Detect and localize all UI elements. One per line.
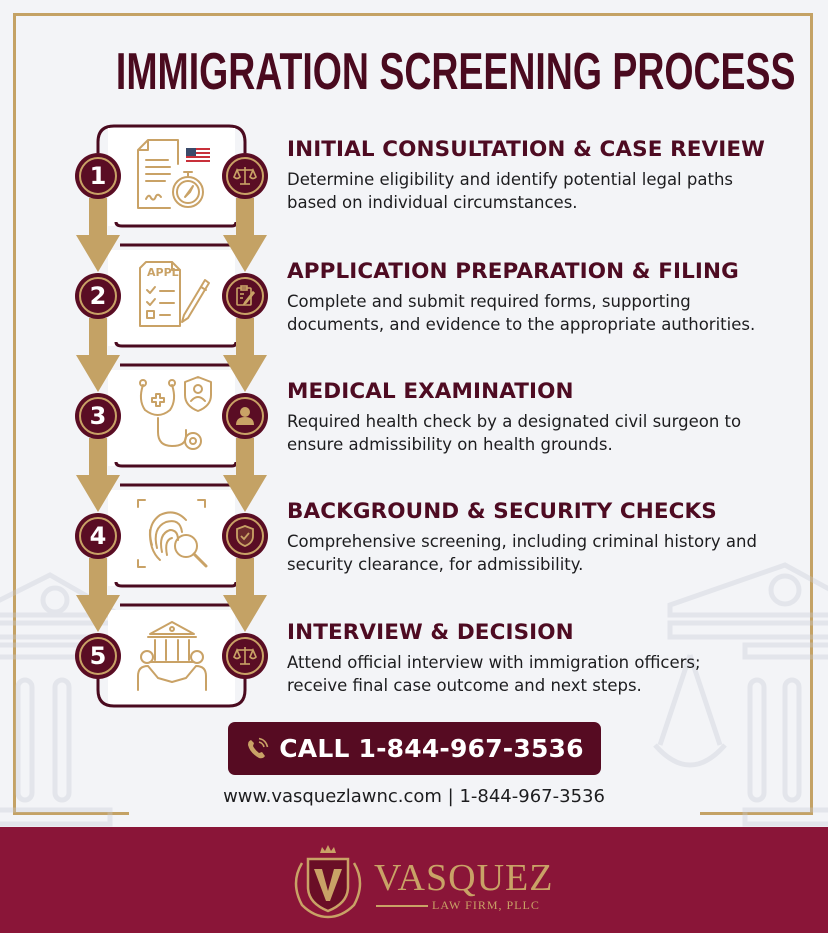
step-2-number-badge [75,273,121,319]
step-3-number-badge [75,393,121,439]
call-button[interactable] [228,722,601,775]
step-1-icon-badge [222,153,268,199]
step-4-number-badge [75,513,121,559]
scales-of-justice-icon [232,643,258,669]
step-1-number-badge [75,153,121,199]
phone-icon [245,737,269,761]
person-icon [232,403,258,429]
call-button-label: CALL 1-844-967-3536 [279,734,584,763]
step-number: 2 [89,282,107,310]
brand-rule [376,905,428,907]
step-1-heading: INITIAL CONSULTATION & CASE REVIEW [287,137,765,162]
step-3-heading: MEDICAL EXAMINATION [287,379,574,404]
step-1-description: Determine eligibility and identify potential legal paths based on individual circumstances. [287,170,733,212]
step-number: 1 [89,162,107,190]
step-2-description: Complete and submit required forms, supporting documents, and evidence to the appropriate authorities. [287,292,756,334]
step-5-heading: INTERVIEW & DECISION [287,620,574,645]
shield-check-icon [232,523,258,549]
step-3-description: Required health check by a designated civil surgeon to ensure admissibility on health grounds. [287,412,742,454]
clipboard-pen-icon [232,283,258,309]
step-4-icon-badge [222,513,268,559]
brand-subtitle: LAW FIRM, PLLC [432,898,540,912]
appl-label: APPL [147,266,179,279]
contact-line[interactable]: www.vasquezlawnc.com | 1-844-967-3536 [223,786,605,807]
us-flag-icon [186,148,210,164]
step-2-icon-badge [222,273,268,319]
step-5-description: Attend official interview with immigration officers; receive final case outcome and next steps. [287,653,701,695]
step-5-icon-badge [222,633,268,679]
scales-of-justice-icon [232,163,258,189]
brand-name: VASQUEZ [374,857,554,899]
step-number: 5 [89,642,107,670]
step-5-number-badge [75,633,121,679]
step-4-description: Comprehensive screening, including criminal history and security clearance, for admissibility. [287,532,757,574]
crest-laurel-v-logo-icon [288,843,368,921]
step-number: 4 [89,522,107,550]
page-title: IMMIGRATION SCREENING PROCESS [115,43,796,101]
step-3-icon-badge [222,393,268,439]
step-number: 3 [89,402,107,430]
step-4-heading: BACKGROUND & SECURITY CHECKS [287,499,717,524]
step-2-heading: APPLICATION PREPARATION & FILING [287,259,739,284]
